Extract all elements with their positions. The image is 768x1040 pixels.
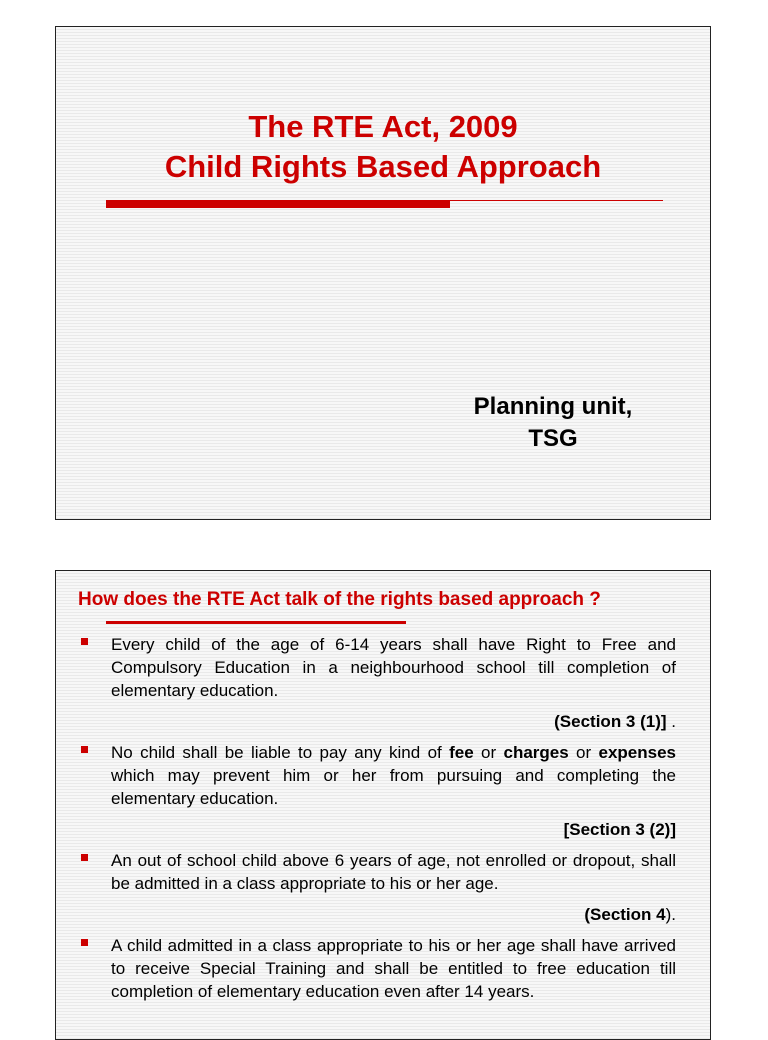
square-bullet-icon [81, 854, 88, 861]
title-underline-thick [106, 200, 450, 208]
section-reference-bold: (Section 3 (1)] [554, 712, 667, 731]
author-line2: TSG [528, 425, 578, 452]
item-text-part: which may prevent him or her from pursuing and completing the elementary education. [111, 766, 676, 808]
title-underline-thin [450, 200, 663, 201]
square-bullet-icon [81, 746, 88, 753]
square-bullet-icon [81, 939, 88, 946]
section-reference-tail: ). [665, 905, 676, 924]
author-line1: Planning unit, [473, 393, 633, 420]
item-text-part: No child shall be liable to pay any kind of [111, 743, 450, 762]
item-text-bold: charges [503, 743, 569, 762]
section-reference-tail: . [666, 712, 676, 731]
title-slide [55, 26, 711, 520]
item-text-bold: expenses [598, 743, 676, 762]
bullet-list [78, 633, 676, 1003]
item-text-bold: fee [449, 743, 474, 762]
section-reference [111, 710, 676, 733]
item-text: A child admitted in a class appropriate to his or her age shall have arrived to receive Special Training and shall be entitled to free education till completion of elementary education even after 14 years. [111, 936, 676, 1001]
heading-underline [106, 621, 406, 624]
list-item [78, 741, 676, 841]
item-text: Every child of the age of 6-14 years shall have Right to Free and Compulsory Education in a neighbourhood school till completion of elementary education. [111, 635, 676, 700]
item-text [111, 741, 676, 810]
section-reference-bold: (Section 4 [584, 905, 666, 924]
content-slide [55, 570, 711, 1040]
section-reference [111, 903, 676, 926]
list-item [78, 849, 676, 926]
item-text-part: or [473, 743, 504, 762]
section-reference-bold: [Section 3 (2)] [563, 820, 676, 839]
square-bullet-icon [81, 638, 88, 645]
item-text-part: or [568, 743, 599, 762]
section-reference [111, 818, 676, 841]
item-text: An out of school child above 6 years of age, not enrolled or dropout, shall be admitted in a class appropriate to his or her age. [111, 851, 676, 893]
slide-heading: How does the RTE Act talk of the rights based approach ? [78, 589, 601, 610]
slide-title-line2: Child Rights Based Approach [164, 149, 602, 184]
list-item [78, 934, 676, 1003]
list-item [78, 633, 676, 733]
slide-title-line1: The RTE Act, 2009 [248, 109, 518, 144]
